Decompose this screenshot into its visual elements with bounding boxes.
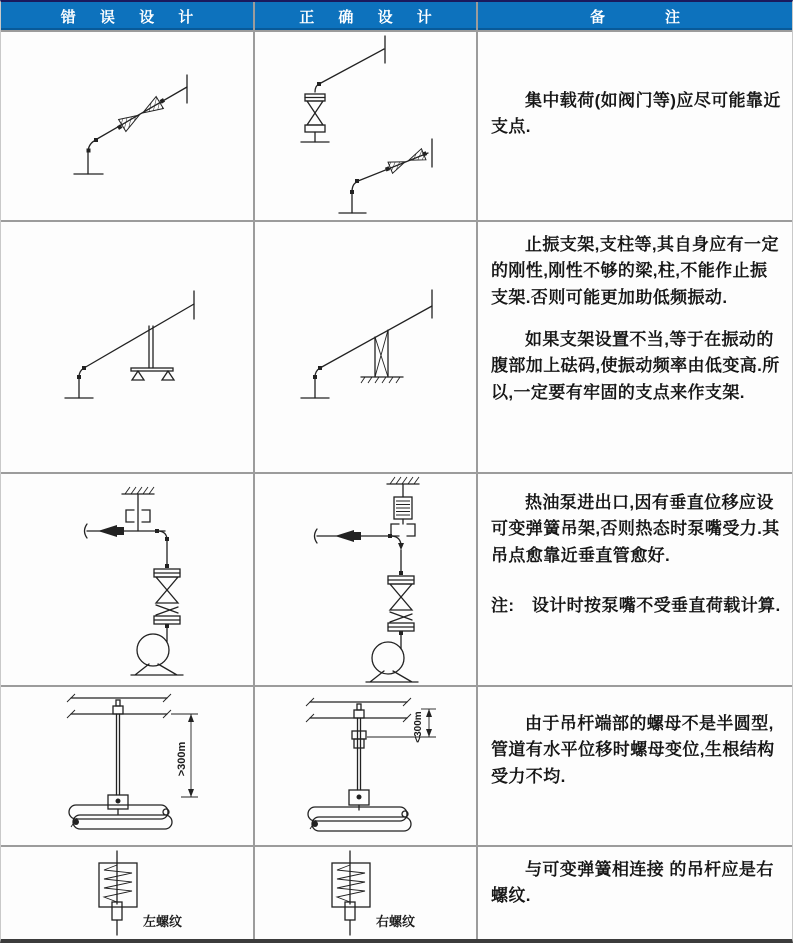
- cell-row3-wrong: [1, 474, 253, 685]
- ceiling-anchor-icon: [387, 477, 419, 484]
- note-text: 注: 设计时按泵嘴不受垂直荷载计算.: [491, 596, 781, 616]
- cell-row3-notes: [478, 474, 792, 685]
- nut-icon: [354, 704, 364, 718]
- anchor-base-icon: [65, 379, 93, 398]
- cell-row5-notes: [478, 847, 792, 939]
- drawing-row3-wrong: [1, 474, 253, 685]
- drawing-row5-wrong: [1, 847, 253, 939]
- dimension-annotation: [171, 714, 198, 797]
- dimension-annotation: [367, 709, 436, 743]
- note-text: 止振支架,支柱等,其自身应有一定的刚性,刚性不够的梁,柱,不能作止振支架.否则可能更加助低频振动.: [491, 235, 779, 307]
- valve-icon: [154, 564, 180, 628]
- pump-icon: [366, 642, 418, 682]
- hanger-rod-icon: [358, 718, 361, 790]
- header-wrong-design: 错 误 设 计: [1, 2, 253, 30]
- cell-row1-wrong: [1, 32, 253, 220]
- rigid-hanger-icon: [391, 524, 415, 536]
- spring-hanger-icon: [332, 851, 370, 935]
- thread-label: 左螺纹: [143, 914, 183, 929]
- cell-row2-notes: [478, 222, 792, 472]
- cell-row2-wrong: [1, 222, 253, 472]
- valve-icon: [388, 571, 414, 635]
- anchor-base-icon: [74, 151, 103, 174]
- drawing-row4-wrong: [1, 687, 253, 845]
- anchor-base-icon: [301, 132, 329, 142]
- note-text: 由于吊杆端部的螺母不是半圆型,管道有水平位移时螺母变位,生根结构受力不均.: [491, 714, 775, 786]
- header-notes: 备 注: [478, 2, 792, 30]
- cell-row4-notes: [478, 687, 792, 845]
- valve-icon: [305, 94, 325, 132]
- displacement-arrow-icon: [398, 543, 404, 550]
- pipe-icon: [308, 807, 411, 831]
- turnbuckle-icon: [352, 731, 366, 748]
- cell-row5-wrong: [1, 847, 253, 939]
- drawing-row5-correct: [255, 847, 476, 939]
- hanger-rod-icon: [117, 714, 120, 795]
- thread-label: 右螺纹: [376, 914, 416, 929]
- drawing-row2-wrong: [1, 222, 253, 472]
- cell-row5-correct: [255, 847, 476, 939]
- cell-row3-correct: [255, 474, 476, 685]
- ceiling-anchor-icon: [122, 487, 154, 494]
- braced-column-support-icon: [361, 330, 403, 383]
- weak-post-support-icon: [131, 326, 174, 380]
- dimension-label: >300m: [176, 741, 188, 777]
- valve-icon: [383, 148, 428, 176]
- spring-hanger-icon: [99, 851, 137, 935]
- pump-icon: [131, 634, 183, 675]
- anchor-base-icon: [301, 379, 329, 398]
- cell-row4-wrong: [1, 687, 253, 845]
- dimension-label: <300m: [413, 711, 424, 743]
- drawing-row3-correct: [255, 474, 476, 685]
- anchor-base-icon: [339, 192, 366, 213]
- flow-arrow-icon: [335, 530, 361, 542]
- note-text: 集中载荷(如阀门等)应尽可能靠近支点.: [491, 91, 781, 137]
- note-text: 如果支架设置不当,等于在振动的腹部加上砝码,使振动频率由低变高.所以,一定要有牢固的支点来作支架.: [491, 330, 780, 402]
- drawing-row1-correct: [255, 32, 476, 220]
- cell-row2-correct: [255, 222, 476, 472]
- spring-hanger-icon: [394, 497, 412, 519]
- drawing-row2-correct: [255, 222, 476, 472]
- drawing-row1-wrong: [1, 32, 253, 220]
- note-text: 与可变弹簧相连接 的吊杆应是右螺纹.: [491, 860, 774, 906]
- nut-icon: [113, 700, 123, 714]
- cell-row4-correct: [255, 687, 476, 845]
- note-text: 热油泵进出口,因有垂直位移应设可变弹簧吊架,否则热态时泵嘴受力.其吊点愈靠近垂直管愈好.: [491, 493, 780, 565]
- cell-row1-correct: [255, 32, 476, 220]
- cell-row1-notes: [478, 32, 792, 220]
- header-correct-design: 正 确 设 计: [255, 2, 476, 30]
- flow-arrow-icon: [98, 525, 124, 537]
- drawing-row4-correct: [255, 687, 476, 845]
